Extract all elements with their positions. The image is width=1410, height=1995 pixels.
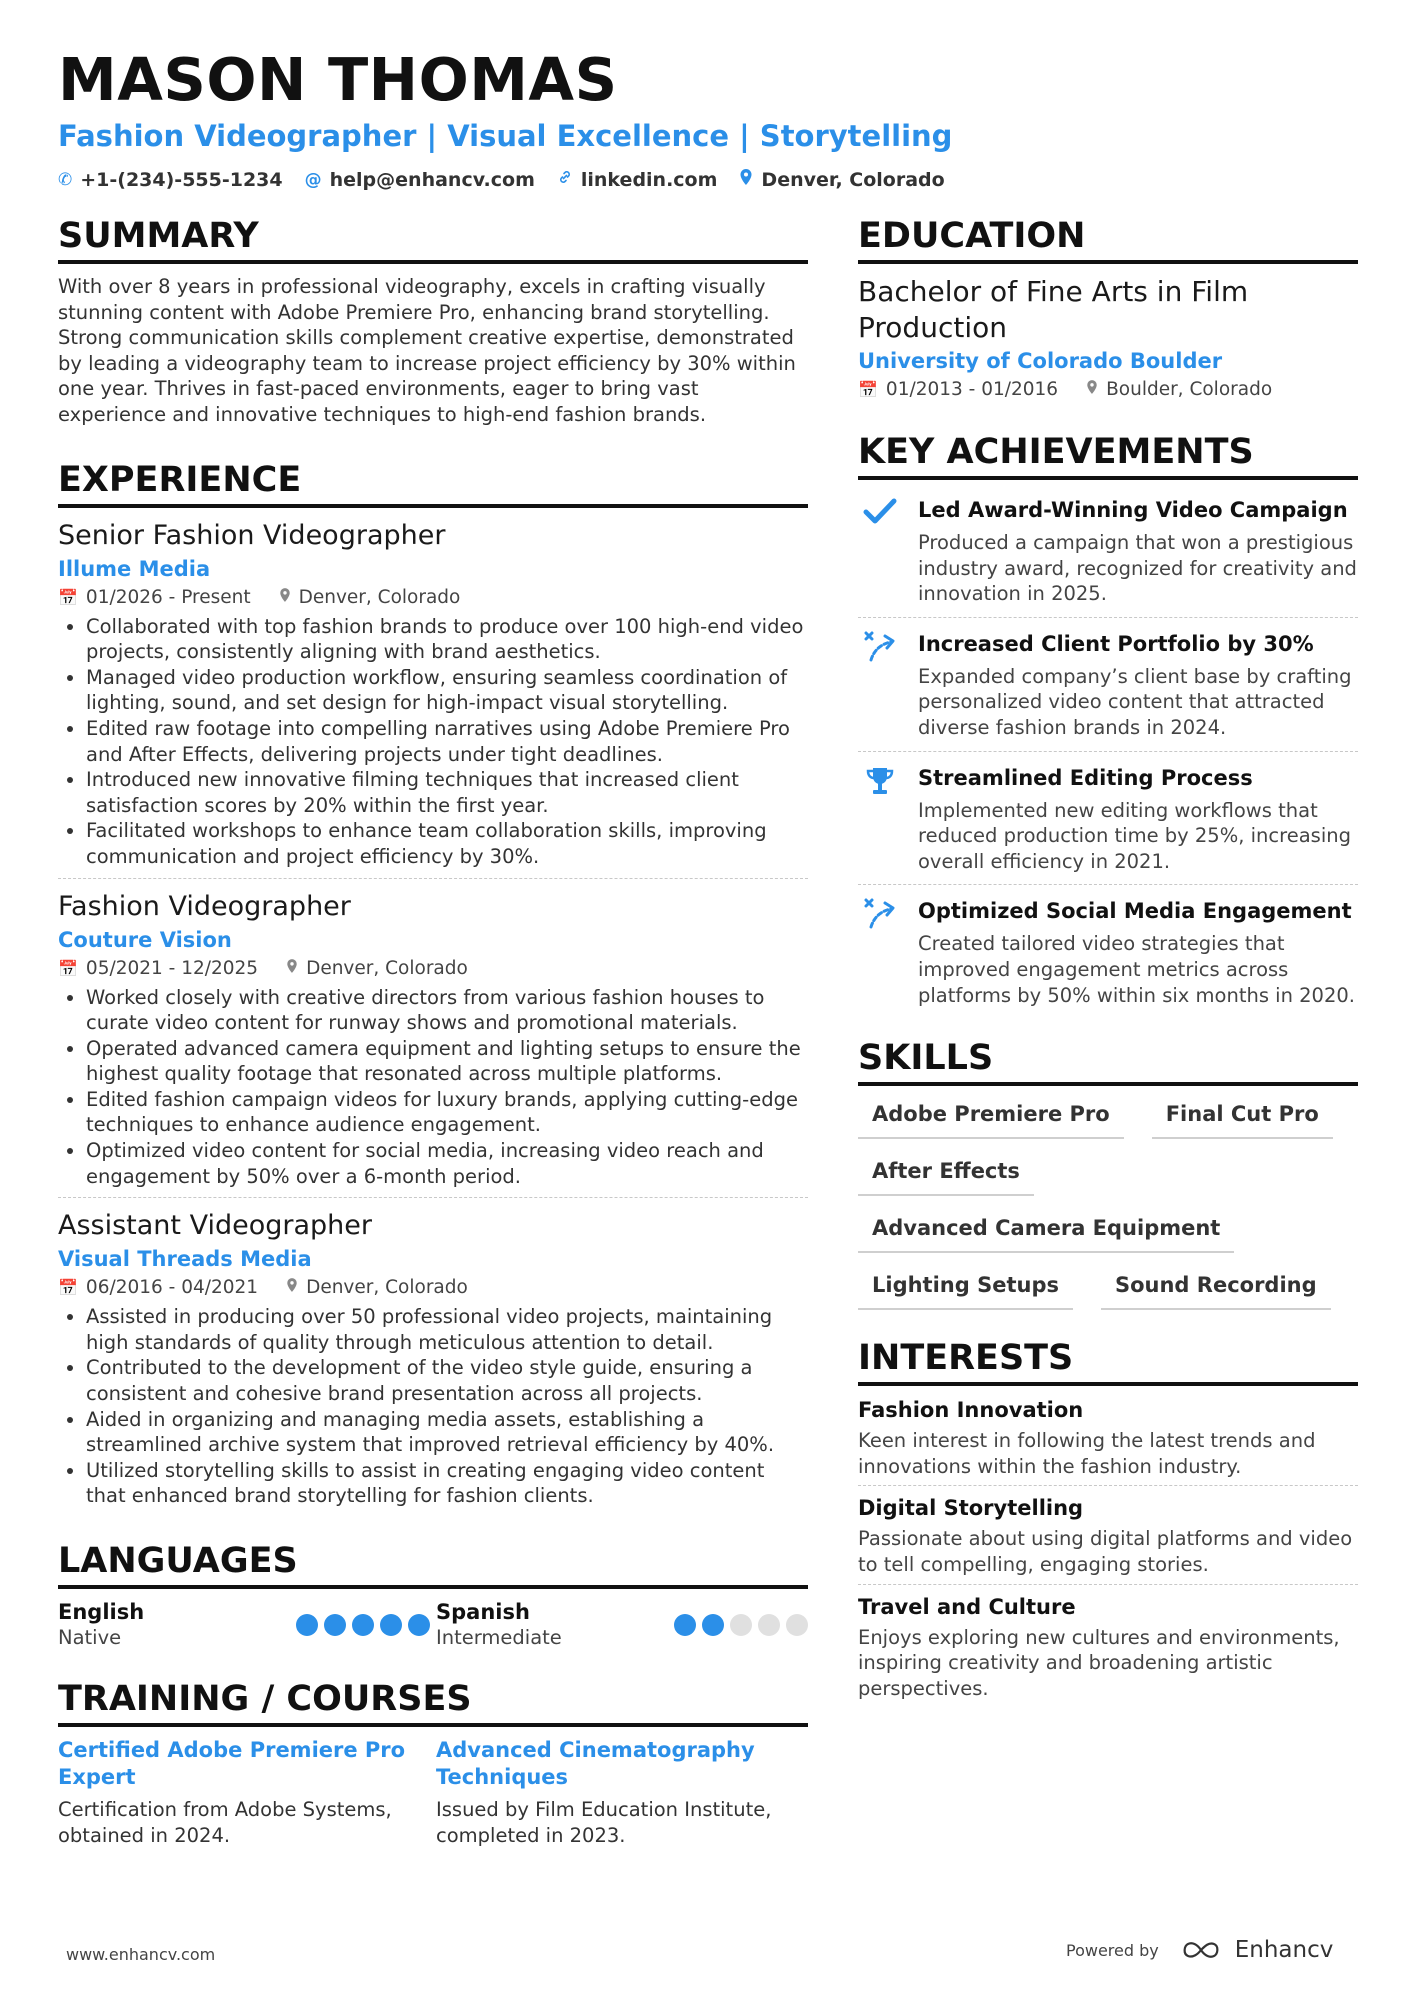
skills-list	[858, 1096, 1358, 1310]
training-section	[58, 1677, 808, 1848]
course-title: Advanced Cinematography Techniques	[436, 1738, 755, 1789]
company-name: Visual Threads Media	[58, 1247, 312, 1272]
job-entry	[58, 889, 808, 1199]
strategy-icon	[858, 897, 902, 1008]
contact-linkedin[interactable]	[557, 168, 718, 191]
course-item	[436, 1737, 808, 1848]
enhancv-logo-icon	[1181, 1938, 1225, 1962]
education-section	[858, 214, 1358, 404]
bullet-item: • Edited fashion campaign videos for luxury brands, applying cutting-edge techniques to enhance audience engagement.	[86, 1087, 808, 1138]
interest-item	[858, 1396, 1358, 1486]
calendar-icon: 📅	[58, 1278, 78, 1298]
interest-item	[858, 1593, 1358, 1708]
checkmark-icon	[858, 496, 902, 607]
achievements-section	[858, 430, 1358, 1018]
phone-icon: ✆	[58, 169, 73, 190]
language-rating	[674, 1614, 808, 1636]
education-location: Boulder, Colorado	[1106, 379, 1273, 400]
skills-title: SKILLS	[858, 1036, 1358, 1086]
email-text: help@enhancv.com	[329, 168, 535, 191]
bullet-item: • Collaborated with top fashion brands to produce over 100 high-end video projects, consistently aligning with brand aesthetics.	[86, 614, 808, 665]
bullet-item: • Contributed to the development of the video style guide, ensuring a consistent and cohesive brand presentation across all projects.	[86, 1355, 808, 1406]
bullet-item: • Optimized video content for social media, increasing video reach and engagement by 50% over a 6-month period.	[86, 1138, 808, 1189]
link-icon	[557, 169, 573, 190]
achievement-title: Optimized Social Media Engagement	[918, 899, 1352, 924]
skill-tag: Sound Recording	[1101, 1267, 1331, 1310]
language-name: English	[58, 1600, 145, 1624]
languages-title: LANGUAGES	[58, 1539, 808, 1589]
job-title: Assistant Videographer	[58, 1210, 372, 1242]
bullet-item: • Facilitated workshops to enhance team collaboration skills, improving communication and project efficiency by 30%.	[86, 818, 808, 869]
rating-dot-empty	[730, 1614, 752, 1636]
course-title: Certified Adobe Premiere Pro Expert	[58, 1738, 406, 1789]
education-dates: 01/2013 - 01/2016	[885, 379, 1059, 400]
skill-tag: Lighting Setups	[858, 1267, 1073, 1310]
phone-text: +1-(234)-555-1234	[80, 168, 283, 191]
achievement-title: Led Award-Winning Video Campaign	[918, 498, 1348, 522]
languages-section	[58, 1539, 808, 1651]
summary-section	[58, 214, 808, 428]
skill-tag: After Effects	[858, 1153, 1034, 1196]
job-title: Fashion Videographer	[58, 890, 351, 922]
summary-title: SUMMARY	[58, 214, 808, 264]
skill-tag: Final Cut Pro	[1152, 1096, 1333, 1139]
bullet-item: • Edited raw footage into compelling narratives using Adobe Premiere Pro and After Effects, delivering projects under tight deadlines.	[86, 716, 808, 767]
achievement-item	[858, 891, 1358, 1018]
job-dates: 05/2021 - 12/2025	[85, 957, 259, 979]
achievement-description: Created tailored video strategies that improved engagement metrics across platforms by 50% within six months in 2020.	[918, 932, 1355, 1007]
job-bullets	[58, 614, 808, 870]
calendar-icon: 📅	[58, 958, 78, 978]
skill-tag: Adobe Premiere Pro	[858, 1096, 1124, 1139]
achievements-title: KEY ACHIEVEMENTS	[858, 430, 1358, 480]
languages-list	[58, 1599, 808, 1651]
job-bullets	[58, 1304, 808, 1509]
course-description: Certification from Adobe Systems, obtained in 2024.	[58, 1798, 392, 1847]
footer-branding	[1066, 1937, 1333, 1963]
bullet-item: • Managed video production workflow, ensuring seamless coordination of lighting, sound, and set design for high-impact visual storytelling.	[86, 665, 808, 716]
candidate-name: MASON THOMAS	[58, 45, 618, 114]
school-name: University of Colorado Boulder	[858, 349, 1223, 373]
language-item	[436, 1599, 808, 1651]
rating-dot-filled	[352, 1614, 374, 1636]
language-level: Native	[58, 1626, 122, 1649]
education-meta	[858, 376, 1358, 404]
job-dates: 06/2016 - 04/2021	[85, 1277, 259, 1299]
calendar-icon: 📅	[858, 380, 878, 399]
training-title: TRAINING / COURSES	[58, 1677, 808, 1727]
achievement-item	[858, 758, 1358, 886]
left-column	[58, 214, 808, 1848]
bullet-item: • Utilized storytelling skills to assist in creating engaging video content that enhanced brand storytelling for fashion clients.	[86, 1458, 808, 1509]
interest-description: Keen interest in following the latest trends and innovations within the fashion industry.	[858, 1429, 1316, 1478]
right-column	[858, 214, 1358, 1715]
strategy-icon	[858, 630, 902, 741]
trophy-icon	[858, 764, 902, 875]
brand-logo[interactable]	[1181, 1937, 1334, 1963]
job-location: Denver, Colorado	[306, 1277, 468, 1299]
course-item	[58, 1737, 430, 1848]
job-bullets	[58, 985, 808, 1190]
location-text: Denver, Colorado	[761, 168, 945, 191]
bullet-item: • Assisted in producing over 50 professional video projects, maintaining high standards of quality through meticulous attention to detail.	[86, 1304, 808, 1355]
map-pin-icon	[739, 168, 753, 191]
language-item	[58, 1599, 430, 1651]
powered-by-text: Powered by	[1066, 1940, 1159, 1960]
headline: Fashion Videographer | Visual Excellence | Storytelling	[58, 119, 953, 153]
contact-phone[interactable]	[58, 168, 283, 191]
rating-dot-filled	[296, 1614, 318, 1636]
interest-title: Travel and Culture	[858, 1594, 1076, 1619]
rating-dot-filled	[380, 1614, 402, 1636]
interests-title: INTERESTS	[858, 1336, 1358, 1386]
language-name: Spanish	[436, 1600, 530, 1624]
company-name: Illume Media	[58, 556, 211, 581]
job-entry	[58, 518, 808, 879]
education-title: EDUCATION	[858, 214, 1358, 264]
linkedin-text: linkedin.com	[580, 168, 718, 191]
job-meta	[58, 955, 808, 983]
achievement-item	[858, 490, 1358, 618]
rating-dot-filled	[702, 1614, 724, 1636]
interest-description: Enjoys exploring new cultures and environments, inspiring creativity and broadening artistic perspectives.	[858, 1625, 1340, 1700]
experience-section	[58, 458, 808, 1517]
summary-text: With over 8 years in professional videography, excels in crafting visually stunning content with Adobe Premiere Pro, enhancing brand storytelling. Strong communication skills complement creative expertise, demonstrated by leading a videography team to increase project efficiency by 30% within one year. Thrives in fast-paced environments, eager to bring vast experience and innovative techniques to high-end fashion brands.	[58, 275, 796, 426]
company-name: Couture Vision	[58, 927, 232, 952]
at-icon: @	[304, 169, 322, 190]
achievement-item	[858, 624, 1358, 752]
rating-dot-filled	[674, 1614, 696, 1636]
footer-website[interactable]: www.enhancv.com	[66, 1945, 216, 1964]
skill-tag: Advanced Camera Equipment	[858, 1210, 1234, 1253]
skills-section	[858, 1036, 1358, 1310]
achievement-title: Increased Client Portfolio by 30%	[918, 631, 1314, 656]
job-meta	[58, 584, 808, 612]
job-location: Denver, Colorado	[306, 957, 468, 979]
contact-location	[739, 168, 944, 191]
interest-title: Fashion Innovation	[858, 1398, 1084, 1423]
job-meta	[58, 1274, 808, 1302]
bullet-item: • Introduced new innovative filming techniques that increased client satisfaction scores by 20% within the first year.	[86, 767, 808, 818]
rating-dot-empty	[786, 1614, 808, 1636]
achievement-description: Implemented new editing workflows that reduced production time by 25%, increasing overall efficiency in 2021.	[918, 798, 1351, 873]
rating-dot-filled	[408, 1614, 430, 1636]
rating-dot-empty	[758, 1614, 780, 1636]
bullet-item: • Worked closely with creative directors from various fashion houses to curate video content for runway shows and promotional materials.	[86, 985, 808, 1036]
contact-bar	[58, 168, 945, 191]
job-dates: 01/2026 - Present	[85, 586, 251, 608]
experience-title: EXPERIENCE	[58, 458, 808, 508]
job-entry	[58, 1208, 808, 1517]
interests-section	[858, 1336, 1358, 1707]
bullet-item: • Operated advanced camera equipment and lighting setups to ensure the highest quality footage that resonated across multiple platforms.	[86, 1036, 808, 1087]
job-location: Denver, Colorado	[298, 586, 461, 608]
map-pin-icon	[286, 955, 298, 983]
interest-description: Passionate about using digital platforms and video to tell compelling, engaging stories.	[858, 1527, 1353, 1576]
achievement-description: Expanded company’s client base by crafting personalized video content that attracted diverse fashion brands in 2024.	[918, 664, 1352, 739]
interest-item	[858, 1494, 1358, 1584]
language-level: Intermediate	[436, 1626, 562, 1649]
rating-dot-filled	[324, 1614, 346, 1636]
contact-email[interactable]	[305, 168, 535, 191]
map-pin-icon	[286, 1274, 298, 1302]
map-pin-icon	[1086, 376, 1098, 404]
language-rating	[296, 1614, 430, 1636]
achievement-description: Produced a campaign that won a prestigious industry award, recognized for creativity and innovation in 2025.	[918, 531, 1357, 606]
achievement-title: Streamlined Editing Process	[918, 765, 1253, 790]
bullet-item: • Aided in organizing and managing media assets, establishing a streamlined archive system that improved retrieval efficiency by 40%.	[86, 1407, 808, 1458]
courses-list	[58, 1737, 808, 1848]
interest-title: Digital Storytelling	[858, 1496, 1084, 1521]
calendar-icon: 📅	[58, 587, 78, 607]
course-description: Issued by Film Education Institute, completed in 2023.	[436, 1798, 772, 1847]
job-title: Senior Fashion Videographer	[58, 519, 446, 551]
brand-name: Enhancv	[1234, 1937, 1334, 1963]
map-pin-icon	[279, 584, 291, 612]
degree-name: Bachelor of Fine Arts in Film Production	[858, 275, 1249, 344]
